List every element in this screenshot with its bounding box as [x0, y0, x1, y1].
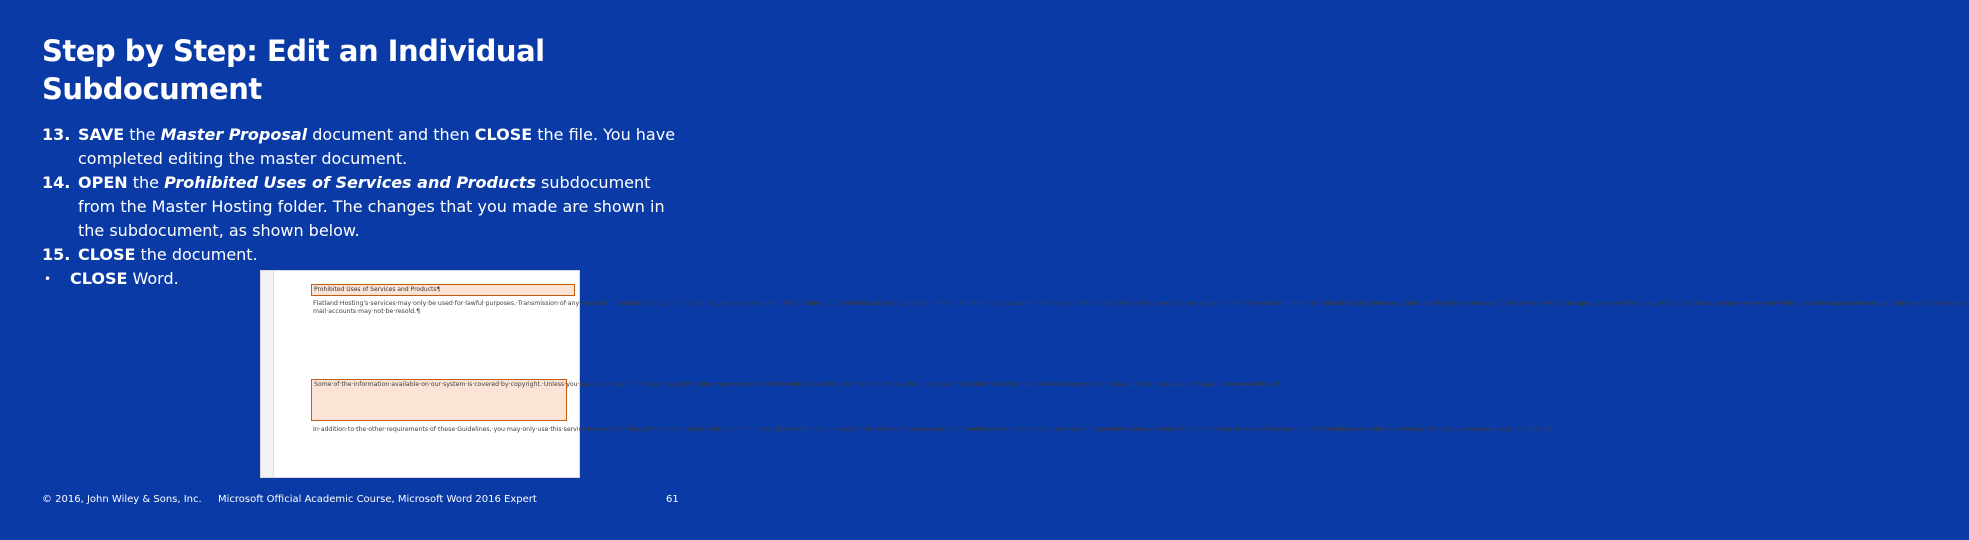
step-15	[42, 243, 682, 267]
vertical-ruler	[261, 271, 274, 477]
step-keyword: CLOSE	[474, 125, 533, 144]
step-text: document and then	[307, 125, 475, 144]
step-text: the file. You have completed editing the master document.	[78, 125, 676, 168]
subdocument-heading: Prohibited Uses of Services and Products¶	[311, 284, 575, 296]
step-14	[42, 171, 682, 243]
step-keyword: OPEN	[78, 173, 128, 192]
steps-list	[42, 123, 682, 291]
paragraph-2-highlighted: Some·of·the·information·available·on·our·system·is·covered·by·copyright.·Unless·you·have·permission·from·the·copyright·holder,·you·are·not·allowed·to·redistribute·this·information·to·others,·including·use·of·this·information·for·radio,·television·or·printed·media,·such·as·newspapers,·magazines·or·newsletters.¶	[311, 379, 567, 421]
step-text: the	[124, 125, 161, 144]
step-number: 13.	[42, 125, 71, 144]
paragraph-3: In·addition·to·the·other·requirements·of·these·Guidelines,·you·may·only·use·this·service·in·a·manner·that,·in·Flatland·Hosting's·sole·judgment,·is·consistent·with·the·purposes·of·this·service.·If·you·are·unsure·of·whether·any·contemplated·use·or·action·is·permitted,·please·contact·Flatland·Hosting.·By·way·of·example,·and·not·limitation,·uses·described·below·of·this·service·are·expressly·prohibited.¶	[313, 426, 1553, 433]
paragraph-1: Flatland·Hosting's·services·may·only·be·used·for·lawful·purposes.·Transmission·of·any·material·in·violation·of·any·U.S.·or·state·regulation·is·prohibited.·This·includes,·but·is·not·limited·to:·copyrighted·material,·threatening·or·obscene·material,·or·material·protected·by·trade·secrets.·You·agree·to·indemnify·and·hold·harmless·Flatland·Hosting·from·any·claims·resulting·from·your·use·of·this·service·which·damages·you·or·another·party.·At·our·discretion,·we·may·revoke·your·Web·space·for·inappropriate·usage.·Web·server·space·and·e-mail·accounts·may·not·be·resold.¶	[313, 300, 1969, 316]
step-keyword: CLOSE	[70, 269, 128, 288]
step-number: 15.	[42, 245, 71, 264]
step-13	[42, 123, 682, 171]
step-text: subdocument from the Master Hosting folder. The changes that you made are shown in the subdocument, as shown below.	[78, 173, 665, 240]
footer-course: Microsoft Official Academic Course, Microsoft Word 2016 Expert	[218, 494, 537, 505]
step-document-name: Master Proposal	[160, 125, 308, 144]
footer-copyright: © 2016, John Wiley & Sons, Inc.	[42, 494, 202, 505]
step-document-name: Prohibited Uses of Services and Products	[164, 173, 536, 192]
slide-title: Step by Step: Edit an Individual Subdocument	[42, 34, 545, 106]
step-keyword: SAVE	[78, 125, 125, 144]
step-number: 14.	[42, 173, 71, 192]
document-screenshot	[260, 270, 1969, 478]
step-text: Word.	[127, 269, 179, 288]
footer-page-number: 61	[666, 494, 679, 505]
step-keyword: CLOSE	[78, 245, 136, 264]
step-text: the document.	[135, 245, 258, 264]
step-text: the	[127, 173, 165, 192]
bullet-icon: •	[44, 272, 52, 286]
